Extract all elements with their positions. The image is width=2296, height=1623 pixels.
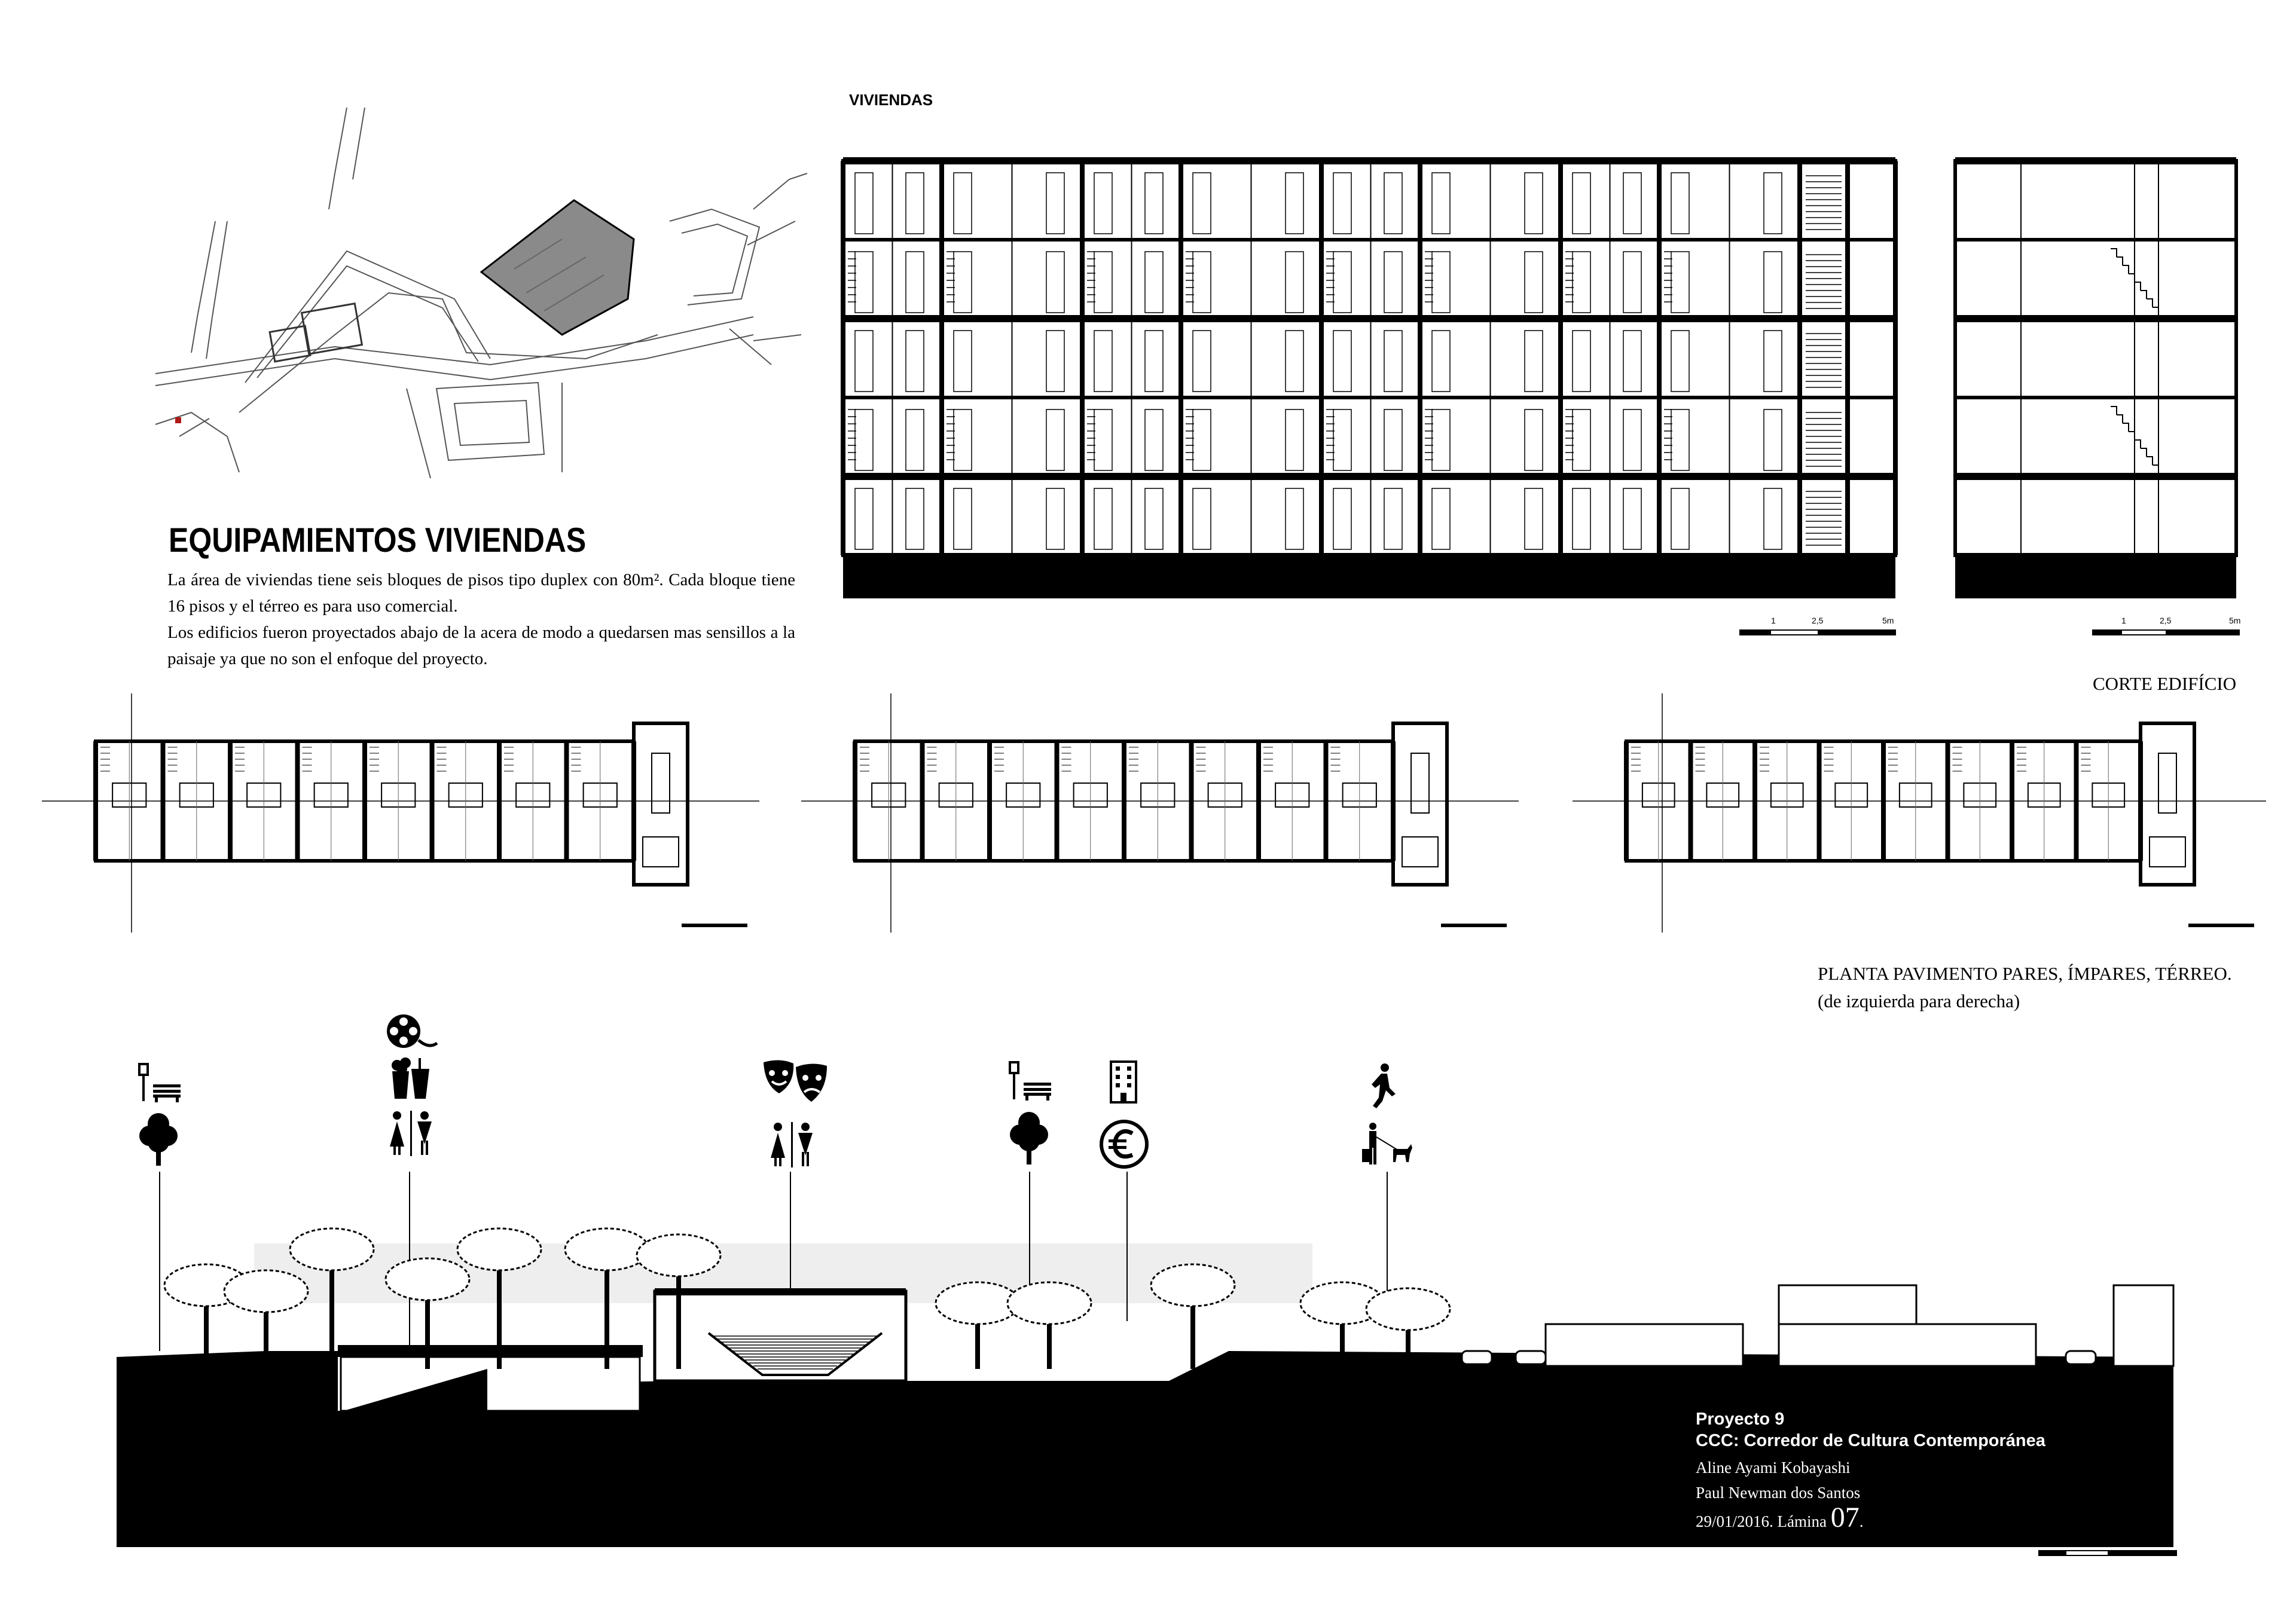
film-reel-icon (386, 1013, 437, 1053)
floor-plan-ground (1573, 693, 2266, 933)
door (1764, 173, 1782, 234)
party-wall (841, 161, 845, 555)
description-text (167, 567, 795, 672)
floor-slab (843, 157, 1895, 164)
section-stair (2135, 440, 2141, 448)
door (1671, 252, 1689, 313)
door (954, 488, 972, 549)
door (1671, 488, 1689, 549)
party-wall (1558, 161, 1563, 555)
section-stair (2123, 265, 2129, 274)
car (2066, 1351, 2096, 1364)
door (1046, 409, 1064, 470)
door (1333, 252, 1351, 313)
plan-party-wall (295, 741, 300, 861)
scale-label-section-3: 5m (2229, 616, 2241, 625)
plan-party-wall (853, 741, 857, 861)
section-caption: CORTE EDIFÍCIO (2093, 673, 2237, 694)
plan-party-wall (2010, 741, 2014, 861)
door (1333, 409, 1351, 470)
door (1094, 488, 1112, 549)
tree-canopy (224, 1270, 308, 1312)
project-name: CCC: Corredor de Cultura Contemporánea (1696, 1431, 2045, 1450)
door (1046, 331, 1064, 392)
tree-canopy (457, 1228, 541, 1270)
door (1623, 409, 1641, 470)
plan-scale-bar (682, 924, 747, 927)
party-wall (1178, 161, 1183, 555)
door (855, 173, 873, 234)
door (1623, 488, 1641, 549)
highlighted-site-block (481, 200, 634, 335)
party-wall (1319, 161, 1324, 555)
floor-plan-odd (801, 693, 1519, 933)
plan-party-wall (1946, 741, 1950, 861)
plan-party-wall (1689, 741, 1693, 861)
door (1333, 173, 1351, 234)
section-stair (2141, 448, 2147, 457)
door (1286, 409, 1303, 470)
door (1046, 488, 1064, 549)
door (1573, 409, 1590, 470)
party-wall (939, 161, 944, 555)
door (906, 409, 924, 470)
plan-party-wall (1256, 741, 1261, 861)
door (1384, 409, 1402, 470)
plan-elevator (2150, 837, 2185, 867)
party-wall (1845, 161, 1850, 555)
door (855, 252, 873, 313)
elevation-title: VIVIENDAS (849, 91, 933, 109)
plan-party-wall (920, 741, 925, 861)
door (1671, 331, 1689, 392)
door (1094, 331, 1112, 392)
party-wall (1657, 161, 1662, 555)
plans-caption (1818, 960, 2232, 1015)
scale-label-1: 1 (1771, 616, 1776, 625)
door (1046, 173, 1064, 234)
floor-plan-even (42, 693, 759, 933)
door (1432, 252, 1450, 313)
tree-icon-2 (1009, 1111, 1049, 1164)
section-stair (2141, 291, 2147, 299)
door (855, 331, 873, 392)
plan-party-wall (1189, 741, 1194, 861)
sheet-number: 07 (1830, 1502, 1860, 1533)
door (1145, 488, 1163, 549)
door (1145, 252, 1163, 313)
door (1432, 331, 1450, 392)
plan-scale-bar (1441, 924, 1507, 927)
tree-canopy (1151, 1264, 1235, 1306)
tree-canopy (290, 1228, 374, 1270)
party-wall (1418, 161, 1422, 555)
tree-canopy (386, 1258, 469, 1300)
author-1: Aline Ayami Kobayashi (1696, 1459, 1851, 1477)
plan-core-stair (2158, 753, 2176, 813)
background-building (2114, 1285, 2173, 1366)
party-wall (1893, 161, 1898, 555)
door (906, 173, 924, 234)
door (1623, 252, 1641, 313)
basement-slab (843, 553, 1895, 598)
door (1094, 173, 1112, 234)
theater-masks-icon (762, 1060, 828, 1108)
door (1573, 331, 1590, 392)
restroom-icon (387, 1111, 435, 1156)
underground-roof (338, 1345, 643, 1357)
building-icon (1110, 1060, 1137, 1104)
section-stair (2147, 457, 2152, 465)
door (1145, 173, 1163, 234)
door (1094, 252, 1112, 313)
plan-core (634, 723, 688, 885)
plan-elevator (643, 837, 679, 867)
euro-icon (1099, 1119, 1149, 1169)
section-stair (2152, 465, 2158, 473)
section-slab (1955, 396, 2236, 399)
door (1432, 173, 1450, 234)
door (1623, 331, 1641, 392)
plan-party-wall (987, 741, 992, 861)
section-stair (2111, 406, 2117, 415)
plan-core (2141, 723, 2194, 885)
section-stair (2117, 257, 2123, 265)
description-paragraph-2: Los edificios fueron proyectados abajo de la acera de modo a quedarsen mas sensillos a la paisaje ya que no son el enfoque del proyecto. (167, 623, 795, 668)
housing-cross-section (1955, 158, 2242, 601)
section-outline (1955, 161, 2236, 555)
door (1193, 331, 1211, 392)
plan-party-wall (2074, 741, 2079, 861)
door (1193, 173, 1211, 234)
door (1286, 252, 1303, 313)
plan-party-wall (1881, 741, 1886, 861)
tree-icon (139, 1112, 178, 1166)
bench-icon-2 (1024, 1083, 1051, 1101)
popcorn-icon (389, 1057, 432, 1099)
door (906, 488, 924, 549)
door (855, 409, 873, 470)
section-slab (1955, 238, 2236, 242)
door (1525, 331, 1543, 392)
section-slab (1955, 315, 2236, 322)
floor-slab (843, 238, 1895, 242)
door (1764, 252, 1782, 313)
section-stair (2111, 249, 2117, 257)
section-stair (2147, 299, 2152, 307)
tree-canopy (1007, 1282, 1091, 1324)
door (1671, 409, 1689, 470)
plan-party-wall (228, 741, 233, 861)
door (1286, 488, 1303, 549)
door (906, 331, 924, 392)
author-2: Paul Newman dos Santos (1696, 1484, 1861, 1502)
tree-canopy (637, 1234, 720, 1276)
door (906, 252, 924, 313)
door (954, 173, 972, 234)
section-stair (2117, 415, 2123, 423)
elevation-outline (843, 161, 1895, 555)
plan-party-wall (1752, 741, 1757, 861)
door (1145, 409, 1163, 470)
plan-core-stair (1411, 753, 1429, 813)
tree-canopy (1366, 1288, 1450, 1330)
plan-core (1393, 723, 1447, 885)
door (1671, 173, 1689, 234)
tree-canopy (936, 1282, 1019, 1324)
door (954, 252, 972, 313)
floor-slab (843, 315, 1895, 322)
door (1623, 173, 1641, 234)
plan-elevator (1402, 837, 1438, 867)
plan-party-wall (93, 741, 98, 861)
scale-label-section-2: 2,5 (2160, 616, 2172, 625)
housing-long-section (843, 158, 1895, 601)
credits-block (1696, 1408, 2045, 1534)
street-lamp-icon (136, 1063, 151, 1101)
section-slab (1955, 473, 2236, 480)
section-stair (2152, 307, 2158, 316)
sheet-title: EQUIPAMIENTOS VIVIENDAS (169, 521, 587, 560)
door (1193, 409, 1211, 470)
plan-party-wall (1055, 741, 1060, 861)
scale-label-section-1: 1 (2121, 616, 2126, 625)
sheet-suffix: . (1859, 1512, 1864, 1530)
street-lamp-icon-2 (1007, 1061, 1021, 1099)
site-map (155, 102, 807, 484)
door (1573, 252, 1590, 313)
plan-party-wall (497, 741, 502, 861)
floor-slab (843, 473, 1895, 480)
door (1432, 488, 1450, 549)
car (1516, 1351, 1546, 1364)
door (1094, 409, 1112, 470)
door (1286, 173, 1303, 234)
walking-person-icon (1368, 1063, 1398, 1108)
door (855, 488, 873, 549)
background-building (1546, 1324, 1743, 1366)
scale-bar-landscape (2039, 1546, 2176, 1564)
plan-party-wall (1324, 741, 1329, 861)
restroom-icon-center (768, 1122, 816, 1167)
plan-scale-bar (2188, 924, 2254, 927)
plans-caption-sub: (de izquierda para derecha) (1818, 991, 2020, 1011)
plan-party-wall (1624, 741, 1629, 861)
plans-caption-main: PLANTA PAVIMENTO PARES, ÍMPARES, TÉRREO. (1818, 963, 2232, 984)
door (1046, 252, 1064, 313)
scale-label-2: 2,5 (1812, 616, 1824, 625)
door (1193, 252, 1211, 313)
plan-party-wall (1817, 741, 1822, 861)
plan-party-wall (564, 741, 569, 861)
floor-slab (843, 396, 1895, 399)
section-slab (1955, 157, 2236, 164)
plan-party-wall (430, 741, 435, 861)
section-stair (2135, 282, 2141, 291)
door (1145, 331, 1163, 392)
door (954, 409, 972, 470)
car (1462, 1351, 1492, 1364)
door (1573, 488, 1590, 549)
door (1286, 331, 1303, 392)
door (1384, 488, 1402, 549)
tree-canopy (565, 1228, 649, 1270)
plan-party-wall (1122, 741, 1126, 861)
door (1333, 488, 1351, 549)
bench-icon (153, 1084, 181, 1102)
section-basement (1955, 553, 2236, 598)
plan-core-stair (652, 753, 670, 813)
door (1764, 409, 1782, 470)
section-stair (2129, 274, 2135, 282)
scale-label-3: 5m (1882, 616, 1894, 625)
door (1525, 409, 1543, 470)
door (1573, 173, 1590, 234)
party-wall (1797, 161, 1802, 555)
background-building (1779, 1324, 2036, 1366)
plan-party-wall (362, 741, 367, 861)
door (1193, 488, 1211, 549)
door (1525, 173, 1543, 234)
door (1764, 331, 1782, 392)
door (1384, 331, 1402, 392)
description-paragraph-1: La área de viviendas tiene seis bloques de pisos tipo duplex con 80m². Cada bloque tiene 16 pisos y el térreo es para uso comercial. (167, 570, 795, 616)
door (1333, 331, 1351, 392)
door (954, 331, 972, 392)
door (1384, 173, 1402, 234)
theatre-roof (655, 1288, 906, 1295)
date-sheet-line (1696, 1502, 2045, 1534)
section-stair (2123, 423, 2129, 432)
party-wall (1080, 161, 1085, 555)
section-stair (2129, 432, 2135, 440)
door (1764, 488, 1782, 549)
door (1384, 252, 1402, 313)
date-sheet-text: 29/01/2016. Lámina (1696, 1512, 1831, 1530)
door (1432, 409, 1450, 470)
project-number: Proyecto 9 (1696, 1410, 1785, 1429)
door (1525, 488, 1543, 549)
door (1525, 252, 1543, 313)
plan-party-wall (161, 741, 166, 861)
dog-walker-icon (1362, 1123, 1412, 1164)
